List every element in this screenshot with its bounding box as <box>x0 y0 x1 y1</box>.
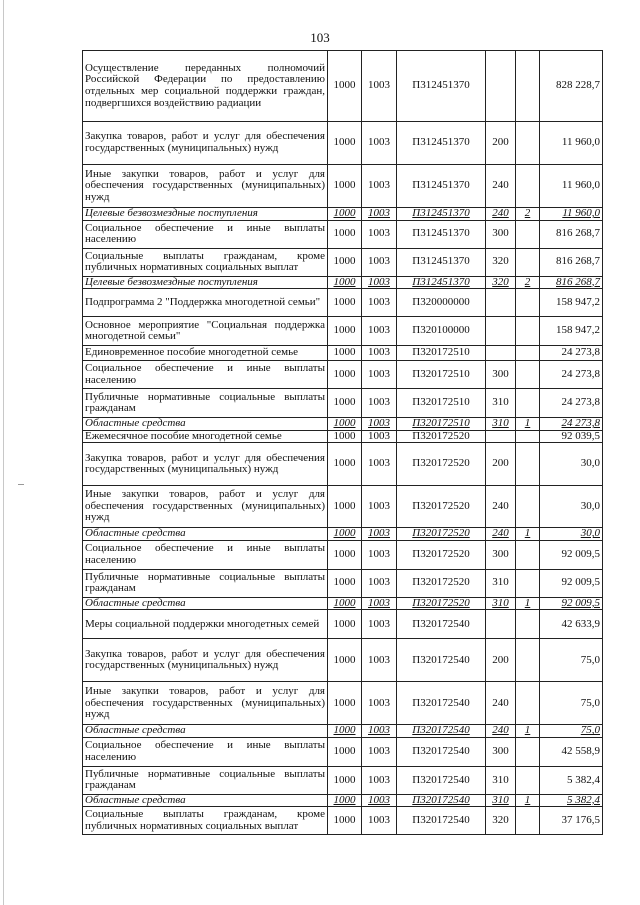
row-expense-type: 300 <box>486 361 516 389</box>
row-funding-source <box>516 807 540 835</box>
table-row <box>83 569 603 597</box>
row-amount: 42 633,9 <box>540 610 603 639</box>
row-expense-type: 240 <box>486 165 516 208</box>
row-expense-type: 320 <box>486 276 516 289</box>
row-subsection-code: 1003 <box>362 220 397 248</box>
row-name-cell: Социальное обеспечение и иные выплаты населению <box>83 737 328 766</box>
row-target-article: П320000000 <box>397 289 486 317</box>
row-section-code: 1000 <box>328 597 362 610</box>
row-target-article: П320172540 <box>397 794 486 807</box>
row-expense-type: 240 <box>486 725 516 738</box>
budget-table-body <box>83 51 603 835</box>
row-section-code: 1000 <box>328 528 362 541</box>
row-target-article: П312451370 <box>397 220 486 248</box>
row-amount: 11 960,0 <box>540 122 603 165</box>
row-expense-type: 200 <box>486 639 516 682</box>
row-funding-source <box>516 220 540 248</box>
row-expense-type: 310 <box>486 766 516 794</box>
row-target-article: П320172510 <box>397 418 486 431</box>
row-name-cell: Областные средства <box>83 528 328 541</box>
scan-edge-line <box>3 0 4 905</box>
row-section-code: 1000 <box>328 418 362 431</box>
row-funding-source <box>516 389 540 418</box>
row-section-code: 1000 <box>328 737 362 766</box>
row-name-cell: Социальное обеспечение и иные выплаты населению <box>83 361 328 389</box>
table-row <box>83 540 603 569</box>
table-row <box>83 165 603 208</box>
row-funding-source <box>516 610 540 639</box>
row-expense-type: 310 <box>486 569 516 597</box>
row-target-article: П320172540 <box>397 807 486 835</box>
row-target-article: П320100000 <box>397 317 486 346</box>
row-section-code: 1000 <box>328 389 362 418</box>
row-section-code: 1000 <box>328 639 362 682</box>
row-funding-source <box>516 486 540 528</box>
row-name-cell: Социальное обеспечение и иные выплаты населению <box>83 220 328 248</box>
row-amount: 92 009,5 <box>540 569 603 597</box>
row-target-article: П320172520 <box>397 540 486 569</box>
row-expense-type: 310 <box>486 418 516 431</box>
row-subsection-code: 1003 <box>362 737 397 766</box>
row-section-code: 1000 <box>328 430 362 443</box>
row-subsection-code: 1003 <box>362 122 397 165</box>
funding-source-row <box>83 418 603 431</box>
row-subsection-code: 1003 <box>362 346 397 361</box>
row-expense-type <box>486 610 516 639</box>
row-subsection-code: 1003 <box>362 486 397 528</box>
row-name-cell: Закупка товаров, работ и услуг для обеспечения государственных (муниципальных) нужд <box>83 443 328 486</box>
row-target-article: П320172540 <box>397 610 486 639</box>
row-subsection-code: 1003 <box>362 807 397 835</box>
row-target-article: П320172520 <box>397 443 486 486</box>
row-funding-source: 2 <box>516 276 540 289</box>
row-target-article: П320172520 <box>397 528 486 541</box>
row-name-cell: Целевые безвозмездные поступления <box>83 276 328 289</box>
row-section-code: 1000 <box>328 725 362 738</box>
row-target-article: П320172540 <box>397 725 486 738</box>
row-amount: 816 268,7 <box>540 248 603 276</box>
row-funding-source <box>516 289 540 317</box>
row-target-article: П320172540 <box>397 639 486 682</box>
table-row <box>83 807 603 835</box>
row-expense-type: 300 <box>486 540 516 569</box>
row-expense-type: 320 <box>486 248 516 276</box>
row-amount: 828 228,7 <box>540 51 603 122</box>
table-row <box>83 361 603 389</box>
table-row <box>83 486 603 528</box>
row-name-cell: Закупка товаров, работ и услуг для обеспечения государственных (муниципальных) нужд <box>83 639 328 682</box>
row-expense-type: 240 <box>486 682 516 725</box>
row-section-code: 1000 <box>328 766 362 794</box>
row-name-cell: Социальное обеспечение и иные выплаты населению <box>83 540 328 569</box>
row-target-article: П320172540 <box>397 682 486 725</box>
row-subsection-code: 1003 <box>362 443 397 486</box>
row-amount: 5 382,4 <box>540 794 603 807</box>
row-amount: 75,0 <box>540 725 603 738</box>
table-row <box>83 289 603 317</box>
table-row <box>83 389 603 418</box>
row-target-article: П312451370 <box>397 122 486 165</box>
row-subsection-code: 1003 <box>362 569 397 597</box>
table-row <box>83 51 603 122</box>
row-target-article: П312451370 <box>397 165 486 208</box>
row-name-cell: Публичные нормативные социальные выплаты гражданам <box>83 389 328 418</box>
row-target-article: П320172520 <box>397 597 486 610</box>
row-section-code: 1000 <box>328 317 362 346</box>
row-name-cell: Областные средства <box>83 725 328 738</box>
row-section-code: 1000 <box>328 248 362 276</box>
row-funding-source: 1 <box>516 725 540 738</box>
row-section-code: 1000 <box>328 610 362 639</box>
row-amount: 30,0 <box>540 443 603 486</box>
funding-source-row <box>83 597 603 610</box>
row-section-code: 1000 <box>328 794 362 807</box>
row-name-cell: Публичные нормативные социальные выплаты гражданам <box>83 766 328 794</box>
row-name-cell: Ежемесячное пособие многодетной семье <box>83 430 328 443</box>
table-row <box>83 443 603 486</box>
row-section-code: 1000 <box>328 361 362 389</box>
row-funding-source <box>516 737 540 766</box>
row-funding-source <box>516 361 540 389</box>
row-amount: 5 382,4 <box>540 766 603 794</box>
row-funding-source: 2 <box>516 208 540 221</box>
row-funding-source <box>516 317 540 346</box>
row-name-cell: Осуществление переданных полномочий Российской Федерации по предоставлению отдельных мер социальной поддержки граждан, подвергшихся воздействию радиации <box>83 51 328 122</box>
row-expense-type <box>486 346 516 361</box>
budget-table <box>82 50 603 835</box>
row-amount: 24 273,8 <box>540 346 603 361</box>
row-section-code: 1000 <box>328 289 362 317</box>
row-funding-source <box>516 682 540 725</box>
row-name-cell: Областные средства <box>83 597 328 610</box>
row-amount: 24 273,8 <box>540 389 603 418</box>
row-name-cell: Социальные выплаты гражданам, кроме публичных нормативных социальных выплат <box>83 248 328 276</box>
row-name-cell: Целевые безвозмездные поступления <box>83 208 328 221</box>
row-subsection-code: 1003 <box>362 430 397 443</box>
funding-source-row <box>83 208 603 221</box>
row-funding-source: 1 <box>516 794 540 807</box>
scan-mark <box>18 484 24 485</box>
row-section-code: 1000 <box>328 682 362 725</box>
row-subsection-code: 1003 <box>362 766 397 794</box>
table-row <box>83 122 603 165</box>
row-amount: 24 273,8 <box>540 418 603 431</box>
row-amount: 30,0 <box>540 486 603 528</box>
row-subsection-code: 1003 <box>362 418 397 431</box>
row-amount: 37 176,5 <box>540 807 603 835</box>
table-row <box>83 248 603 276</box>
row-target-article: П320172540 <box>397 737 486 766</box>
row-section-code: 1000 <box>328 220 362 248</box>
row-section-code: 1000 <box>328 569 362 597</box>
row-funding-source <box>516 165 540 208</box>
row-amount: 92 009,5 <box>540 597 603 610</box>
row-amount: 158 947,2 <box>540 289 603 317</box>
row-amount: 24 273,8 <box>540 361 603 389</box>
row-expense-type: 240 <box>486 208 516 221</box>
funding-source-row <box>83 725 603 738</box>
row-section-code: 1000 <box>328 51 362 122</box>
row-subsection-code: 1003 <box>362 51 397 122</box>
row-amount: 92 009,5 <box>540 540 603 569</box>
table-row <box>83 346 603 361</box>
row-subsection-code: 1003 <box>362 317 397 346</box>
row-target-article: П312451370 <box>397 51 486 122</box>
row-subsection-code: 1003 <box>362 725 397 738</box>
row-funding-source <box>516 540 540 569</box>
row-name-cell: Закупка товаров, работ и услуг для обеспечения государственных (муниципальных) нужд <box>83 122 328 165</box>
row-name-cell: Иные закупки товаров, работ и услуг для обеспечения государственных (муниципальных) нужд <box>83 165 328 208</box>
table-row <box>83 682 603 725</box>
row-target-article: П320172540 <box>397 766 486 794</box>
row-amount: 30,0 <box>540 528 603 541</box>
table-row <box>83 220 603 248</box>
row-expense-type <box>486 289 516 317</box>
row-section-code: 1000 <box>328 122 362 165</box>
funding-source-row <box>83 276 603 289</box>
row-funding-source: 1 <box>516 418 540 431</box>
row-target-article: П320172520 <box>397 430 486 443</box>
row-target-article: П320172510 <box>397 346 486 361</box>
row-funding-source <box>516 346 540 361</box>
funding-source-row <box>83 528 603 541</box>
row-target-article: П320172510 <box>397 361 486 389</box>
row-expense-type: 200 <box>486 122 516 165</box>
row-expense-type: 310 <box>486 597 516 610</box>
page-number: 103 <box>310 30 330 45</box>
row-target-article: П320172520 <box>397 569 486 597</box>
table-row <box>83 317 603 346</box>
row-name-cell: Областные средства <box>83 418 328 431</box>
row-amount: 92 039,5 <box>540 430 603 443</box>
row-subsection-code: 1003 <box>362 639 397 682</box>
table-row <box>83 430 603 443</box>
row-subsection-code: 1003 <box>362 361 397 389</box>
row-amount: 158 947,2 <box>540 317 603 346</box>
row-target-article: П320172510 <box>397 389 486 418</box>
row-section-code: 1000 <box>328 276 362 289</box>
row-subsection-code: 1003 <box>362 276 397 289</box>
row-expense-type: 300 <box>486 220 516 248</box>
row-funding-source: 1 <box>516 597 540 610</box>
row-funding-source: 1 <box>516 528 540 541</box>
row-amount: 11 960,0 <box>540 208 603 221</box>
row-expense-type <box>486 430 516 443</box>
row-target-article: П320172520 <box>397 486 486 528</box>
funding-source-row <box>83 794 603 807</box>
row-target-article: П312451370 <box>397 248 486 276</box>
row-expense-type <box>486 317 516 346</box>
row-expense-type: 310 <box>486 389 516 418</box>
row-name-cell: Областные средства <box>83 794 328 807</box>
row-subsection-code: 1003 <box>362 248 397 276</box>
row-subsection-code: 1003 <box>362 165 397 208</box>
row-funding-source <box>516 430 540 443</box>
row-amount: 42 558,9 <box>540 737 603 766</box>
table-row <box>83 639 603 682</box>
row-expense-type: 200 <box>486 443 516 486</box>
row-funding-source <box>516 766 540 794</box>
row-amount: 75,0 <box>540 682 603 725</box>
row-section-code: 1000 <box>328 486 362 528</box>
row-expense-type: 300 <box>486 737 516 766</box>
row-expense-type: 320 <box>486 807 516 835</box>
row-subsection-code: 1003 <box>362 597 397 610</box>
row-subsection-code: 1003 <box>362 682 397 725</box>
row-amount: 816 268,7 <box>540 276 603 289</box>
row-amount: 816 268,7 <box>540 220 603 248</box>
row-amount: 75,0 <box>540 639 603 682</box>
row-funding-source <box>516 51 540 122</box>
row-section-code: 1000 <box>328 208 362 221</box>
row-subsection-code: 1003 <box>362 794 397 807</box>
row-subsection-code: 1003 <box>362 528 397 541</box>
row-funding-source <box>516 122 540 165</box>
row-expense-type: 240 <box>486 528 516 541</box>
row-funding-source <box>516 443 540 486</box>
row-name-cell: Подпрограмма 2 "Поддержка многодетной семьи" <box>83 289 328 317</box>
row-section-code: 1000 <box>328 807 362 835</box>
row-funding-source <box>516 569 540 597</box>
row-amount: 11 960,0 <box>540 165 603 208</box>
row-expense-type <box>486 51 516 122</box>
row-subsection-code: 1003 <box>362 289 397 317</box>
row-subsection-code: 1003 <box>362 540 397 569</box>
row-name-cell: Единовременное пособие многодетной семье <box>83 346 328 361</box>
table-row <box>83 766 603 794</box>
row-target-article: П312451370 <box>397 276 486 289</box>
row-name-cell: Основное мероприятие "Социальная поддержка многодетной семьи" <box>83 317 328 346</box>
row-section-code: 1000 <box>328 346 362 361</box>
row-section-code: 1000 <box>328 165 362 208</box>
row-expense-type: 240 <box>486 486 516 528</box>
row-name-cell: Иные закупки товаров, работ и услуг для обеспечения государственных (муниципальных) нужд <box>83 682 328 725</box>
row-name-cell: Иные закупки товаров, работ и услуг для обеспечения государственных (муниципальных) нужд <box>83 486 328 528</box>
row-subsection-code: 1003 <box>362 610 397 639</box>
row-name-cell: Меры социальной поддержки многодетных семей <box>83 610 328 639</box>
row-target-article: П312451370 <box>397 208 486 221</box>
row-name-cell: Социальные выплаты гражданам, кроме публичных нормативных социальных выплат <box>83 807 328 835</box>
table-row <box>83 610 603 639</box>
row-funding-source <box>516 248 540 276</box>
row-subsection-code: 1003 <box>362 208 397 221</box>
row-section-code: 1000 <box>328 443 362 486</box>
row-section-code: 1000 <box>328 540 362 569</box>
row-subsection-code: 1003 <box>362 389 397 418</box>
row-funding-source <box>516 639 540 682</box>
row-expense-type: 310 <box>486 794 516 807</box>
row-name-cell: Публичные нормативные социальные выплаты гражданам <box>83 569 328 597</box>
table-row <box>83 737 603 766</box>
